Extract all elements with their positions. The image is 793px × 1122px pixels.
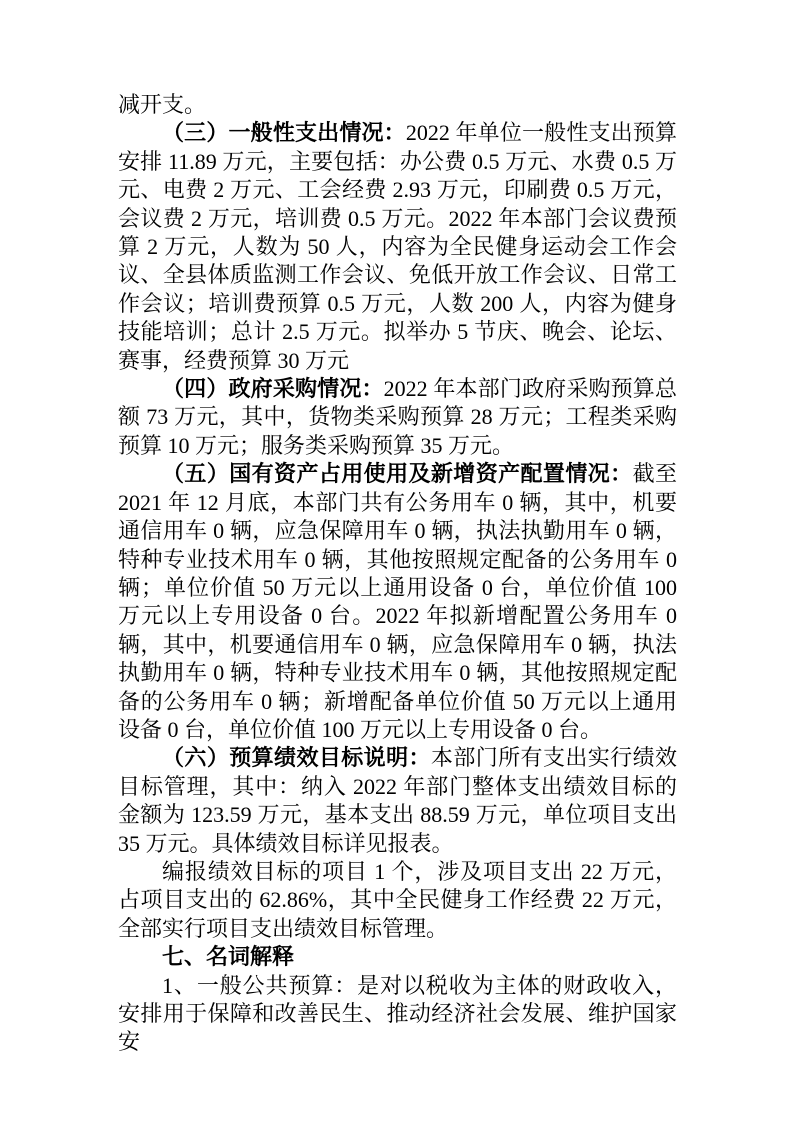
paragraph-text: 本部门所有支出实行绩效目标管理，其中：纳入 2022 年部门整体支出绩效目标的金额为 123.59 万元，基本支出 88.59 万元，单位项目支出 35 万元。具体绩效目标详见报表。 — [118, 745, 677, 856]
paragraph-text: 2022 年单位一般性支出预算安排 11.89 万元，主要包括：办公费 0.5 万元、水费 0.5 万元、电费 2 万元、工会经费 2.93 万元，印刷费 0.5 万元，会议费 2 万元，培训费 0.5 万元。2022 年本部门会议费预算 2 万元，人数为 50 人，内容为全民健身运动会工作会议、全县体质监测工作会议、免低开放工作会议、日常工作会议；培训费预算 0.5 万元，人数 200 人，内容为健身技能培训；总计 2.5 万元。拟举办 5 节庆、晚会、论坛、赛事，经费预算 30 万元 — [118, 120, 677, 373]
paragraph-glossary-item-1 — [118, 972, 677, 1057]
paragraph-text: 减开支。 — [118, 92, 207, 117]
paragraph-text: 2022 年本部门政府采购预算总额 73 万元，其中，货物类采购预算 28 万元；工程类采购预算 10 万元；服务类采购预算 35 万元。 — [118, 376, 677, 458]
paragraph-section-7-heading — [118, 943, 677, 971]
paragraph-continuation — [118, 91, 677, 119]
section-heading-performance-targets: （六）预算绩效目标说明： — [162, 745, 431, 771]
section-heading-general-expenditure: （三）一般性支出情况： — [162, 120, 406, 146]
section-heading-glossary: 七、名词解释 — [162, 944, 295, 970]
paragraph-text: 截至 2021 年 12 月底，本部门共有公务用车 0 辆，其中，机要通信用车 0 辆，应急保障用车 0 辆，执法执勤用车 0 辆，特种专业技术用车 0 辆，其他按照规定配备的公务用车 0 辆；单位价值 50 万元以上通用设备 0 台，单位价值 100 万元以上专用设备 0 台。2022 年拟新增配置公务用车 0 辆，其中，机要通信用车 0 辆，应急保障用车 0 辆，执法执勤用车 0 辆，特种专业技术用车 0 辆，其他按照规定配备的公务用车 0 辆；新增配备单位价值 50 万元以上通用设备 0 台，单位价值 100 万元以上专用设备 0 台。 — [118, 461, 677, 742]
paragraph-text: 1、一般公共预算：是对以税收为主体的财政收入，安排用于保障和改善民生、推动经济社会发展、维护国家安 — [118, 972, 677, 1055]
paragraph-performance-detail — [118, 858, 677, 943]
section-heading-government-procurement: （四）政府采购情况： — [162, 376, 384, 402]
paragraph-section-6 — [118, 744, 677, 858]
paragraph-text: 编报绩效目标的项目 1 个，涉及项目支出 22 万元，占项目支出的 62.86%，其中全民健身工作经费 22 万元，全部实行项目支出绩效目标管理。 — [118, 858, 677, 941]
paragraph-section-3 — [118, 119, 677, 375]
paragraph-section-4 — [118, 375, 677, 460]
paragraph-section-5 — [118, 460, 677, 744]
section-heading-state-assets: （五）国有资产占用使用及新增资产配置情况： — [162, 461, 633, 487]
